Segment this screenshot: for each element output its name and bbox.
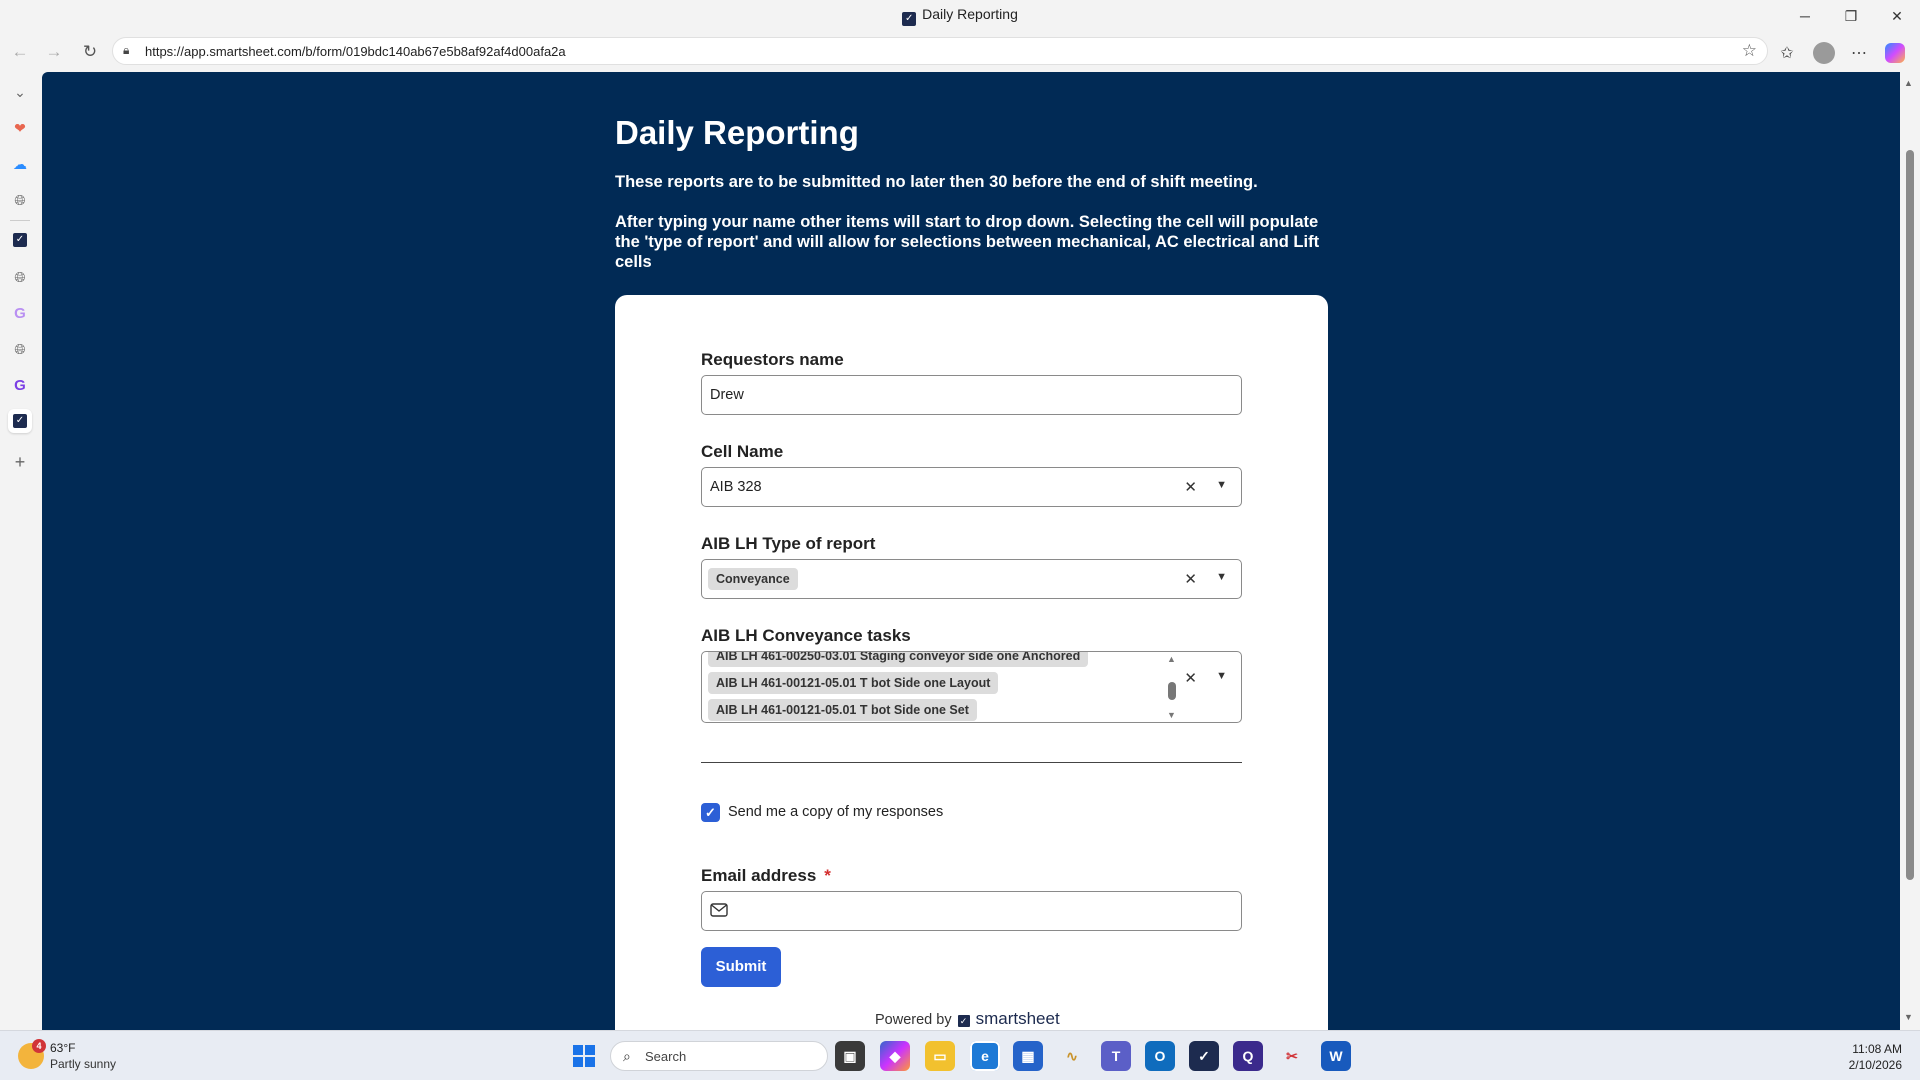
cell-name-label: Cell Name [701, 442, 784, 461]
tasks-scrollbar[interactable]: ▲ ▼ [1167, 654, 1176, 720]
close-window-button[interactable]: ✕ [1891, 7, 1903, 24]
smartsheet-active-tab-icon[interactable]: ✓ [8, 409, 32, 433]
scrollbar-thumb[interactable] [1906, 150, 1914, 880]
browser-title-bar [0, 0, 1920, 32]
app-icon[interactable]: ∿ [1057, 1041, 1087, 1071]
date: 2/10/2026 [1848, 1058, 1902, 1072]
envelope-icon [710, 903, 728, 917]
weather-desc: Partly sunny [50, 1057, 117, 1071]
clear-icon[interactable]: ✕ [1184, 571, 1197, 588]
globe-icon[interactable]: 🌐︎ [14, 191, 26, 208]
requestor-input[interactable] [701, 375, 1242, 415]
divider [701, 762, 1242, 763]
form-page [42, 72, 1900, 1030]
taskbar [0, 1030, 1920, 1080]
favorites-icon[interactable]: ✩ [1780, 45, 1794, 62]
task-chip[interactable]: AIB LH 461-00121-05.01 T bot Side one Layout [708, 672, 998, 694]
powered-by-text: Powered by [875, 1012, 952, 1028]
search-placeholder: Search [645, 1049, 687, 1064]
edge-icon[interactable]: e [970, 1041, 1000, 1071]
window-title-text: Daily Reporting [922, 6, 1018, 22]
restore-button[interactable]: ❐ [1844, 7, 1858, 24]
search-icon: ⌕ [623, 1048, 631, 1064]
smartsheet-app-icon[interactable]: ✓ [1189, 1041, 1219, 1071]
address-bar[interactable] [112, 37, 1768, 65]
favorite-heart-icon[interactable]: ❤ [14, 119, 26, 136]
add-tab-icon[interactable]: + [14, 451, 26, 472]
report-type-label: AIB LH Type of report [701, 534, 876, 553]
task-view-icon[interactable]: ▣ [835, 1041, 865, 1071]
g-app-icon[interactable]: G [14, 304, 26, 322]
minimize-button[interactable]: ─ [1800, 8, 1810, 24]
cell-name-select[interactable] [701, 467, 1242, 507]
email-field[interactable] [701, 891, 1242, 931]
smartsheet-tab-icon[interactable]: ✓ [8, 228, 32, 252]
snipping-tool-icon[interactable]: ✂ [1277, 1041, 1307, 1071]
clear-icon[interactable]: ✕ [1184, 479, 1197, 496]
smartsheet-favicon-icon: ✓ [902, 12, 916, 26]
g-app-icon[interactable]: G [14, 376, 26, 394]
back-arrow-icon[interactable]: ← [11, 42, 29, 61]
globe-icon[interactable]: 🌐︎ [14, 268, 26, 285]
browser-toolbar [0, 32, 1920, 72]
smartsheet-logo-icon: ✓ [958, 1015, 970, 1027]
window-title [0, 6, 1920, 26]
store-icon[interactable]: ▦ [1013, 1041, 1043, 1071]
powered-by [875, 1009, 1060, 1029]
cell-name-value: AIB 328 [710, 479, 762, 495]
email-label [701, 866, 831, 886]
weather-temp: 63°F [50, 1041, 76, 1055]
url-text[interactable]: https://app.smartsheet.com/b/form/019bdc140ab67e5b8af92af4d00afa2a [145, 44, 566, 59]
site-info-icon[interactable]: 🔒︎ [123, 43, 130, 57]
conveyance-tasks-select[interactable] [701, 651, 1242, 723]
task-chip[interactable]: AIB LH 461-00250-03.01 Staging conveyor side one Anchored [708, 651, 1088, 667]
copilot-icon[interactable] [1885, 43, 1905, 63]
clock[interactable] [1849, 1041, 1902, 1073]
time: 11:08 AM [1852, 1042, 1902, 1056]
page-scrollbar[interactable]: ▲ ▼ [1900, 72, 1920, 1030]
report-type-chip[interactable]: Conveyance [708, 568, 798, 590]
task-chip[interactable]: AIB LH 461-00121-05.01 T bot Side one Set [708, 699, 977, 721]
globe-icon[interactable]: 🌐︎ [14, 340, 26, 357]
browser-sidebar [0, 72, 40, 1030]
required-marker: * [824, 866, 831, 885]
forward-arrow-icon[interactable]: → [45, 42, 63, 61]
cloud-icon[interactable]: ☁ [13, 155, 27, 172]
email-label-text: Email address [701, 866, 817, 885]
taskbar-search[interactable] [610, 1041, 828, 1071]
form-description-line2: After typing your name other items will start to drop down. Selecting the cell will populate the 'type of report' and will allow for selections between mechanical, AC electrical and Lift cells [615, 213, 1320, 271]
windows-start-icon[interactable] [573, 1045, 595, 1067]
conveyance-tasks-label: AIB LH Conveyance tasks [701, 626, 911, 645]
form-description [615, 172, 1335, 292]
chevron-down-icon[interactable]: ▼ [1216, 479, 1227, 491]
profile-avatar[interactable] [1813, 42, 1835, 64]
requestor-label: Requestors name [701, 350, 844, 369]
word-icon[interactable]: W [1321, 1041, 1351, 1071]
submit-button[interactable]: Submit [701, 947, 781, 987]
outlook-icon[interactable]: O [1145, 1041, 1175, 1071]
chevron-down-icon[interactable]: ▼ [1216, 571, 1227, 583]
form-description-line1: These reports are to be submitted no later then 30 before the end of shift meeting. [615, 173, 1258, 191]
more-menu-icon[interactable]: ⋯ [1851, 45, 1867, 62]
m365-icon[interactable]: ◆ [880, 1041, 910, 1071]
q-app-icon[interactable]: Q [1233, 1041, 1263, 1071]
send-copy-checkbox[interactable]: ✓ [701, 803, 720, 822]
smartsheet-brand[interactable]: smartsheet [975, 1009, 1060, 1028]
chevron-down-icon[interactable]: ⌄ [14, 83, 26, 100]
send-copy-label[interactable]: Send me a copy of my responses [728, 804, 944, 820]
clear-icon[interactable]: ✕ [1184, 670, 1197, 687]
refresh-icon[interactable]: ↻ [82, 42, 98, 61]
report-type-select[interactable] [701, 559, 1242, 599]
chevron-down-icon[interactable]: ▼ [1216, 670, 1227, 682]
form-title: Daily Reporting [615, 114, 859, 151]
file-explorer-icon[interactable]: ▭ [925, 1041, 955, 1071]
form-card [615, 295, 1328, 1030]
favorite-star-icon[interactable]: ☆ [1741, 41, 1757, 60]
requestor-value: Drew [710, 387, 744, 403]
teams-icon[interactable]: T [1101, 1041, 1131, 1071]
notification-badge: 4 [32, 1039, 46, 1053]
